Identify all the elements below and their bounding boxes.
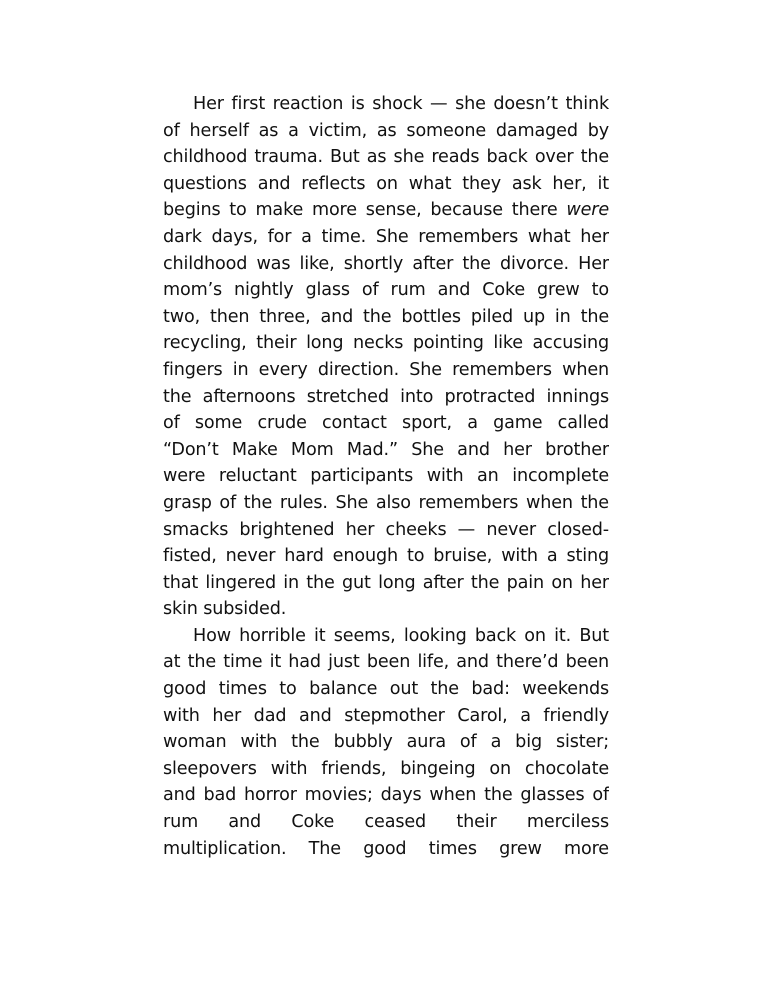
text-line	[163, 729, 609, 756]
text-line	[163, 91, 609, 118]
text-segment: two, then three, and the bottles piled up in the	[163, 306, 609, 327]
text-line	[163, 224, 609, 251]
text-segment: Her first reaction is shock — she doesn’t think	[193, 94, 609, 114]
text-segment: with her dad and stepmother Carol, a friendly	[163, 705, 609, 726]
text-line	[163, 330, 609, 357]
text-line	[163, 437, 609, 464]
text-line	[163, 144, 609, 171]
text-segment: fingers in every direction. She remembers when	[163, 359, 609, 380]
text-line	[163, 623, 609, 650]
text-line	[163, 570, 609, 597]
text-segment: woman with the bubbly aura of a big sister;	[163, 732, 609, 753]
text-segment: of herself as a victim, as someone damaged by	[163, 120, 609, 141]
text-segment: fisted, never hard enough to bruise, with a sting	[163, 546, 609, 567]
text-line	[163, 384, 609, 411]
text-line	[163, 676, 609, 703]
text-line	[163, 118, 609, 145]
italic-word: were	[566, 200, 609, 221]
text-segment: that lingered in the gut long after the pain on her	[163, 572, 609, 593]
text-segment: multiplication. The good times grew more	[163, 838, 609, 859]
text-segment: at the time it had just been life, and there’d been	[163, 652, 609, 673]
text-line	[163, 490, 609, 517]
body-text	[163, 91, 609, 862]
text-line	[163, 756, 609, 783]
text-line	[163, 251, 609, 278]
text-segment: begins to make more sense, because there	[163, 200, 567, 221]
text-segment: questions and reflects on what they ask her, it	[163, 173, 609, 194]
text-line	[163, 543, 609, 570]
text-segment: childhood trauma. But as she reads back over the	[163, 147, 609, 168]
text-segment: good times to balance out the bad: weekends	[163, 679, 609, 700]
text-segment: mom’s nightly glass of rum and Coke grew to	[163, 280, 609, 301]
text-segment: skin subsided.	[163, 599, 287, 620]
text-segment: childhood was like, shortly after the divorce. Her	[163, 253, 609, 274]
text-segment: smacks brightened her cheeks — never closed-	[163, 519, 609, 540]
text-line	[163, 463, 609, 490]
text-line	[163, 649, 609, 676]
text-segment: “Don’t Make Mom Mad.” She and her brother	[163, 439, 609, 460]
text-segment: and bad horror movies; days when the glasses of	[163, 785, 609, 806]
text-line	[163, 703, 609, 730]
text-line	[163, 277, 609, 304]
text-line	[163, 304, 609, 331]
text-segment: the afternoons stretched into protracted innings	[163, 386, 609, 407]
text-line	[163, 809, 609, 836]
text-segment: sleepovers with friends, bingeing on chocolate	[163, 758, 609, 779]
text-line	[163, 197, 609, 224]
text-segment: grasp of the rules. She also remembers when the	[163, 492, 609, 513]
text-line	[163, 357, 609, 384]
text-line	[163, 596, 609, 623]
text-line	[163, 171, 609, 198]
text-segment: were reluctant participants with an incomplete	[163, 466, 609, 487]
text-line	[163, 517, 609, 544]
text-line	[163, 782, 609, 809]
text-line	[163, 410, 609, 437]
text-segment: How horrible it seems, looking back on it. But	[193, 625, 609, 646]
text-segment: of some crude contact sport, a game called	[163, 413, 609, 434]
text-segment: rum and Coke ceased their merciless	[163, 812, 609, 833]
text-segment: dark days, for a time. She remembers what her	[163, 226, 609, 247]
text-segment: recycling, their long necks pointing like accusing	[163, 333, 609, 354]
text-line	[163, 836, 609, 863]
